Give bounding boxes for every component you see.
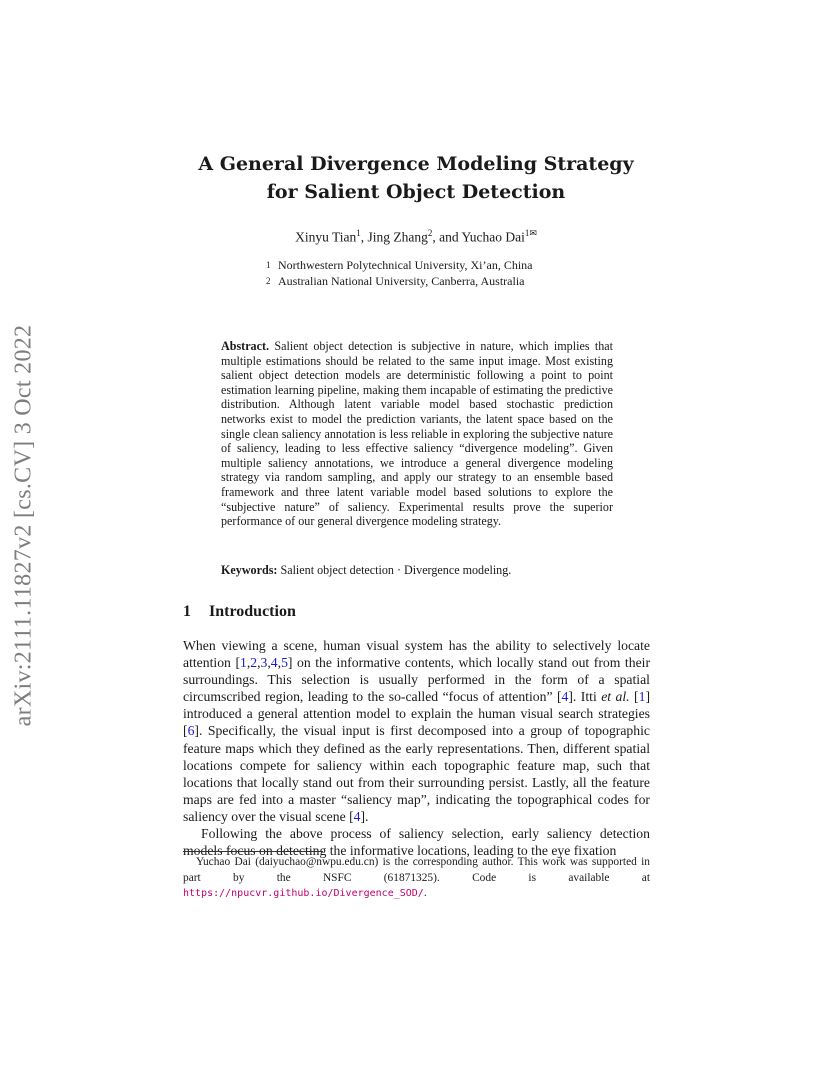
citation-link[interactable]: 2 <box>250 655 258 671</box>
author-name: Xinyu Tian <box>295 229 357 245</box>
intro-paragraph: When viewing a scene, human visual system has the ability to selectively locate attention [1,2,3,4,5] on the informative contents, which locally stand out from their surroundings. This selection is usually performed in the form of a spatial circumscribed region, leading to the so-called “focus of attention” [4]. Itti et al. [1] introduced a general attention model to explain the human visual search strategies [6]. Specifically, the visual input is first decomposed into a group of topographic feature maps which they defined as the early representations. Then, different spatial locations compete for saliency within each topographic feature map, such that locations that locally stand out from their surrounding persist. Lastly, all the feature maps are fed into a master “saliency map”, indicating the topographical codes for saliency over the visual scene [4]. <box>183 638 650 824</box>
keywords <box>221 563 613 578</box>
section-heading <box>183 603 296 621</box>
author-name: Jing Zhang <box>367 229 428 245</box>
section-number: 1 <box>183 603 191 620</box>
footnote-text: Yuchao Dai (daiyuchao@nwpu.edu.cn) is the corresponding author. This work was supported in part by the NSFC (61871325). Code is available at <box>183 856 650 884</box>
affiliation-line: 2 Australian National University, Canberra, Australia <box>266 274 525 288</box>
affiliations <box>266 257 533 289</box>
footnote: Yuchao Dai (daiyuchao@nwpu.edu.cn) is the corresponding author. This work was supported in part by the NSFC (61871325). Code is available at https://npucvr.github.io/Divergence_SOD/. <box>183 856 650 900</box>
code-url-link[interactable]: https://npucvr.github.io/Divergence_SOD/ <box>183 888 424 900</box>
section-title: Introduction <box>209 603 296 620</box>
affiliation-line: 1 Northwestern Polytechnical University, Xi’an, China <box>266 258 533 272</box>
paper-title: A General Divergence Modeling Strategy for Salient Object Detection <box>198 153 634 203</box>
author-affil-mark: 2 <box>427 228 433 238</box>
citation-link[interactable]: 5 <box>281 655 288 671</box>
author-affil-mark: 1 <box>356 228 361 238</box>
citation-link[interactable]: 1 <box>240 655 247 671</box>
abstract-text: Salient object detection is subjective in nature, which implies that multiple estimations should be related to the same input image. Most existing salient object detection models are deterministic following a point to point estimation learning pipeline, making them incapable of estimating the predictive distribution. Although latent variable model based stochastic prediction networks exist to model the prediction variants, the latent space based on the single clean saliency annotation is less reliable in exploring the subjective nature of saliency, leading to less effective saliency “divergence modeling”. Given multiple saliency annotations, we introduce a general divergence modeling strategy via random sampling, and apply our strategy to an ensemble based framework and three latent variable model based solutions to explore the “subjective nature” of saliency. Experimental results prove the superior performance of our general divergence modeling strategy. <box>221 339 614 529</box>
citation-link[interactable]: 4 <box>561 689 569 705</box>
abstract <box>221 339 613 529</box>
citation-link[interactable]: 1 <box>638 689 646 705</box>
citation-link[interactable]: 3 <box>260 655 268 671</box>
intro-paragraph: Following the above process of saliency selection, early saliency detection models focus on detecting the informative locations, leading to the eye fixation <box>183 826 650 859</box>
keywords-text: Salient object detection · Divergence modeling. <box>280 563 512 577</box>
arxiv-stamp-text: arXiv:2111.11827v2 [cs.CV] 3 Oct 2022 <box>10 324 37 726</box>
citation-link[interactable]: 6 <box>187 723 195 739</box>
intro-body <box>183 637 650 859</box>
abstract-label: Abstract. <box>221 339 270 353</box>
citation-link[interactable]: 4 <box>353 808 361 824</box>
citation-link[interactable]: 4 <box>270 655 278 671</box>
footnote-rule <box>183 851 323 852</box>
author-list: Xinyu Tian$^1$, Jing Zhang$^2$, and Yuchao Dai$^{1✉}$ <box>295 228 537 245</box>
arxiv-stamp <box>6 295 42 755</box>
author-name: Yuchao Dai <box>461 229 525 245</box>
keywords-label: Keywords: <box>221 563 278 577</box>
author-affil-mark: 1✉ <box>524 228 537 238</box>
